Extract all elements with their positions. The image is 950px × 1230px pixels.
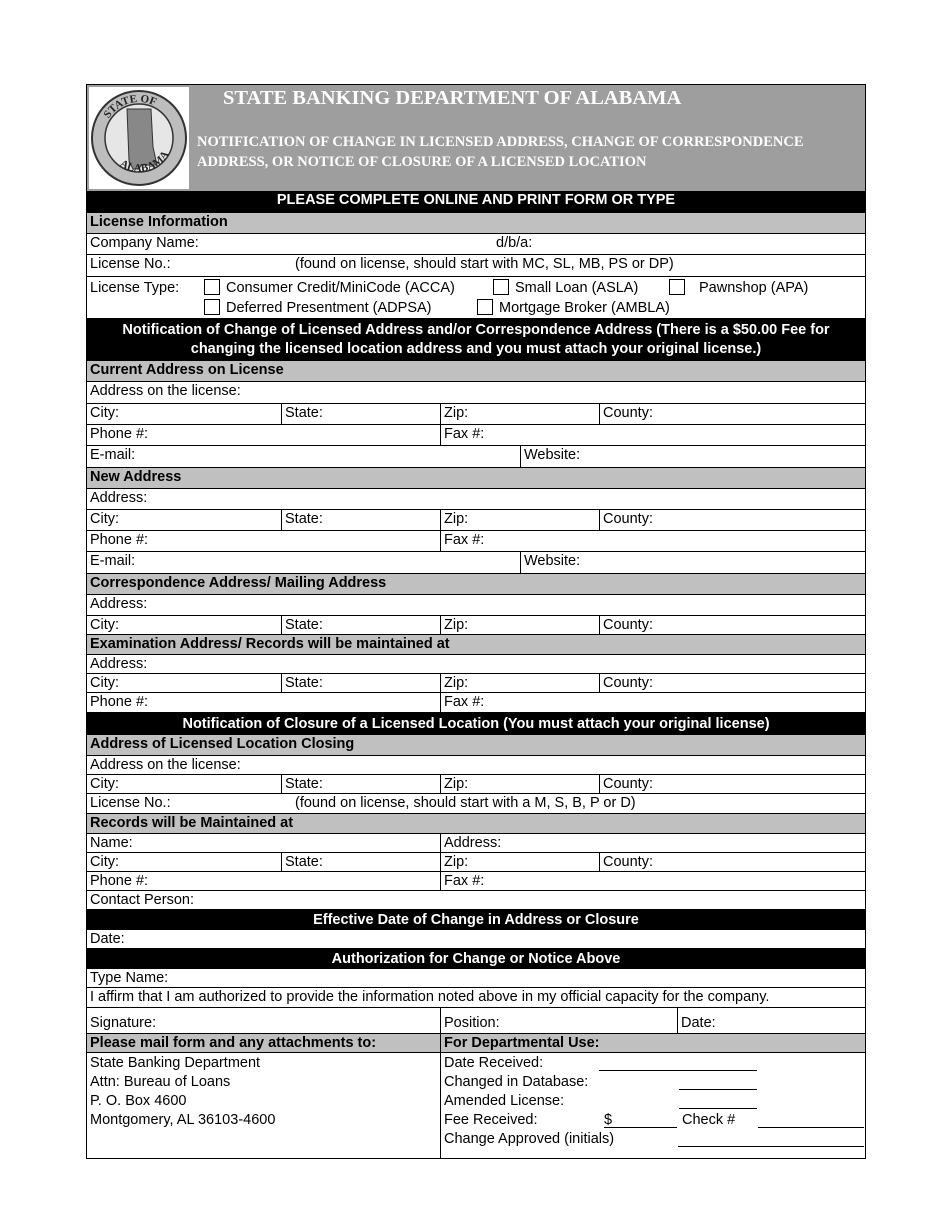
checkbox[interactable]: [204, 299, 220, 315]
affirmation-text: I affirm that I am authorized to provide the information noted above in my official capacity for the company.: [90, 989, 770, 1005]
closing-license-no-row: [87, 794, 865, 814]
section-license-information: [87, 213, 865, 234]
new-zip-field[interactable]: Zip:: [440, 510, 468, 530]
change-banner-line2: changing the licensed location address and you must attach your original license.): [190, 341, 762, 357]
license-type-ambla-label: Mortgage Broker (AMBLA): [499, 300, 670, 316]
examination-city-field[interactable]: City:: [90, 675, 119, 691]
type-name-field[interactable]: Type Name:: [90, 970, 169, 986]
form: [86, 84, 866, 1159]
closing-city-field[interactable]: City:: [90, 776, 119, 792]
records-contact-field[interactable]: Contact Person:: [90, 892, 194, 908]
section-current-address: [87, 361, 865, 382]
section-heading: Examination Address/ Records will be maintained at: [90, 636, 450, 652]
new-email-field[interactable]: E-mail:: [90, 553, 136, 569]
section-examination-address: [87, 635, 865, 655]
new-county-field[interactable]: County:: [599, 510, 653, 530]
examination-phone-field[interactable]: Phone #:: [90, 694, 149, 710]
amended-license-label: Amended License:: [444, 1093, 565, 1109]
current-city-field[interactable]: City:: [90, 405, 119, 421]
license-no-field[interactable]: License No.:: [90, 256, 171, 272]
dba-field[interactable]: d/b/a:: [496, 235, 533, 251]
correspondence-city-row: [87, 616, 865, 635]
checkbox[interactable]: [669, 279, 685, 295]
department-title: STATE BANKING DEPARTMENT OF ALABAMA: [223, 87, 682, 109]
closing-city-row: [87, 775, 865, 794]
instructions-banner: [87, 191, 865, 213]
section-heading: Records will be Maintained at: [90, 815, 294, 831]
closing-county-field[interactable]: County:: [599, 775, 653, 793]
effective-date-banner: [87, 910, 865, 930]
form-subtitle-line2: ADDRESS, OR NOTICE OF CLOSURE OF A LICENSED LOCATION: [197, 154, 647, 170]
license-type-ambla[interactable]: [474, 299, 670, 318]
closing-address-row: [87, 756, 865, 775]
records-phone-field[interactable]: Phone #:: [90, 873, 149, 889]
check-number-label: Check #: [682, 1112, 736, 1128]
records-county-field[interactable]: County:: [599, 853, 653, 871]
closing-license-no-field[interactable]: License No.:: [90, 795, 171, 811]
license-type-asla-label: Small Loan (ASLA): [515, 280, 639, 296]
current-phone-field[interactable]: Phone #:: [90, 426, 149, 442]
new-city-field[interactable]: City:: [90, 511, 119, 527]
section-new-address: [87, 468, 865, 489]
records-zip-field[interactable]: Zip:: [440, 853, 468, 871]
change-approved-label: Change Approved (initials): [444, 1131, 615, 1147]
section-heading: License Information: [90, 214, 228, 230]
dept-use-block: [444, 1054, 864, 1154]
current-address-row: [87, 382, 865, 404]
examination-city-row: [87, 674, 865, 693]
current-address-field[interactable]: Address on the license:: [90, 383, 241, 399]
records-contact-row: [87, 891, 865, 910]
company-name-row: [87, 234, 865, 255]
records-city-field[interactable]: City:: [90, 854, 119, 870]
correspondence-county-field[interactable]: County:: [599, 616, 653, 634]
affirmation-row: [87, 988, 865, 1008]
fee-received-label: Fee Received:: [444, 1112, 538, 1128]
change-notification-banner: [87, 319, 865, 361]
section-heading: Current Address on License: [90, 362, 284, 378]
new-state-field[interactable]: State:: [281, 510, 323, 530]
closing-state-field[interactable]: State:: [281, 775, 323, 793]
license-type-acca-label: Consumer Credit/MiniCode (ACCA): [226, 280, 455, 296]
position-field[interactable]: Position:: [440, 1008, 500, 1033]
change-approved-line[interactable]: [678, 1146, 864, 1147]
checkbox[interactable]: [493, 279, 509, 295]
section-records-maintained: [87, 814, 865, 834]
changed-db-label: Changed in Database:: [444, 1074, 589, 1090]
check-number-line[interactable]: [758, 1127, 864, 1128]
examination-address-field[interactable]: Address:: [90, 656, 148, 672]
authorization-banner: [87, 949, 865, 969]
effective-date-field[interactable]: Date:: [90, 931, 125, 947]
closing-license-no-note: (found on license, should start with a M, S, B, P or D): [295, 795, 636, 811]
license-type-label: License Type:: [90, 280, 180, 296]
new-address-row: [87, 489, 865, 510]
signature-row: [87, 1008, 865, 1034]
checkbox[interactable]: [204, 279, 220, 295]
signature-date-field[interactable]: Date:: [677, 1008, 716, 1033]
effective-date-banner-text: Effective Date of Change in Address or Closure: [313, 912, 639, 928]
new-city-row: [87, 510, 865, 531]
section-heading: Correspondence Address/ Mailing Address: [90, 575, 387, 591]
correspondence-zip-field[interactable]: Zip:: [440, 616, 468, 634]
current-phone-row: [87, 425, 865, 446]
changed-db-line[interactable]: [679, 1089, 757, 1090]
mail-line-3: P. O. Box 4600: [90, 1093, 187, 1109]
license-no-note: (found on license, should start with MC, SL, MB, PS or DP): [295, 256, 674, 272]
license-type-adpsa-label: Deferred Presentment (ADPSA): [226, 300, 432, 316]
examination-zip-field[interactable]: Zip:: [440, 674, 468, 692]
bottom-divider: [440, 1053, 441, 1158]
type-name-row: [87, 969, 865, 988]
correspondence-state-field[interactable]: State:: [281, 616, 323, 634]
company-name-field[interactable]: Company Name:: [90, 235, 199, 251]
checkbox[interactable]: [477, 299, 493, 315]
new-fax-field[interactable]: Fax #:: [440, 531, 484, 551]
closure-banner-text: Notification of Closure of a Licensed Location (You must attach your original license): [182, 716, 770, 732]
date-received-line[interactable]: [599, 1070, 757, 1071]
current-email-field[interactable]: E-mail:: [90, 447, 136, 463]
license-type-apa[interactable]: [666, 279, 808, 318]
mail-line-4: Montgomery, AL 36103-4600: [90, 1112, 276, 1128]
signature-field[interactable]: Signature:: [90, 1015, 157, 1031]
dept-use-heading: For Departmental Use:: [440, 1034, 600, 1052]
state-seal-icon: [89, 87, 189, 189]
mail-address-block: [90, 1054, 275, 1130]
closing-zip-field[interactable]: Zip:: [440, 775, 468, 793]
examination-fax-field[interactable]: Fax #:: [440, 693, 484, 712]
mail-heading: Please mail form and any attachments to:: [90, 1035, 377, 1051]
license-type-apa-label: Pawnshop (APA): [699, 280, 809, 296]
records-name-row: [87, 834, 865, 853]
instructions-text: PLEASE COMPLETE ONLINE AND PRINT FORM OR TYPE: [276, 192, 676, 208]
new-website-field[interactable]: Website:: [520, 552, 580, 573]
fee-dollar-sign: $: [604, 1112, 613, 1128]
date-received-label: Date Received:: [444, 1055, 544, 1071]
mail-line-1: State Banking Department: [90, 1055, 261, 1071]
authorization-banner-text: Authorization for Change or Notice Above: [331, 951, 621, 967]
form-header: [87, 85, 865, 192]
new-phone-field[interactable]: Phone #:: [90, 532, 149, 548]
closure-notification-banner: [87, 713, 865, 735]
new-email-row: [87, 552, 865, 574]
new-address-field[interactable]: Address:: [90, 490, 148, 506]
examination-county-field[interactable]: County:: [599, 674, 653, 692]
current-zip-field[interactable]: Zip:: [440, 404, 468, 424]
license-type-adpsa[interactable]: [201, 299, 432, 318]
amended-license-line[interactable]: [679, 1108, 757, 1109]
svg-text:ALABAMA: ALABAMA: [117, 148, 172, 175]
current-state-field[interactable]: State:: [281, 404, 323, 424]
current-city-row: [87, 404, 865, 425]
change-banner-line1: Notification of Change of Licensed Address and/or Correspondence Address (There is a $50.00 Fee for: [122, 322, 830, 338]
section-closing-address: [87, 735, 865, 756]
license-no-row: [87, 255, 865, 277]
records-state-field[interactable]: State:: [281, 853, 323, 871]
license-type-row: [87, 277, 865, 319]
section-heading: Address of Licensed Location Closing: [90, 736, 355, 752]
current-county-field[interactable]: County:: [599, 404, 653, 424]
current-website-field[interactable]: Website:: [520, 446, 580, 467]
records-name-field[interactable]: Name:: [90, 835, 133, 851]
new-phone-row: [87, 531, 865, 552]
records-city-row: [87, 853, 865, 872]
effective-date-row: [87, 930, 865, 949]
correspondence-address-row: [87, 595, 865, 616]
examination-address-row: [87, 655, 865, 674]
examination-phone-row: [87, 693, 865, 713]
current-fax-field[interactable]: Fax #:: [440, 425, 484, 445]
correspondence-city-field[interactable]: City:: [90, 617, 119, 633]
correspondence-address-field[interactable]: Address:: [90, 596, 148, 612]
records-fax-field[interactable]: Fax #:: [440, 872, 484, 890]
records-phone-row: [87, 872, 865, 891]
mail-line-2: Attn: Bureau of Loans: [90, 1074, 231, 1090]
records-address-field[interactable]: Address:: [440, 834, 501, 852]
fee-received-line[interactable]: [604, 1127, 677, 1128]
svg-text:STATE OF: STATE OF: [101, 92, 159, 121]
current-email-row: [87, 446, 865, 468]
form-subtitle-line1: NOTIFICATION OF CHANGE IN LICENSED ADDRESS, CHANGE OF CORRESPONDENCE: [197, 134, 804, 150]
examination-state-field[interactable]: State:: [281, 674, 323, 692]
section-heading: New Address: [90, 469, 182, 485]
section-correspondence-address: [87, 574, 865, 595]
closing-address-field[interactable]: Address on the license:: [90, 757, 241, 773]
mail-dept-heading-row: [87, 1034, 865, 1053]
